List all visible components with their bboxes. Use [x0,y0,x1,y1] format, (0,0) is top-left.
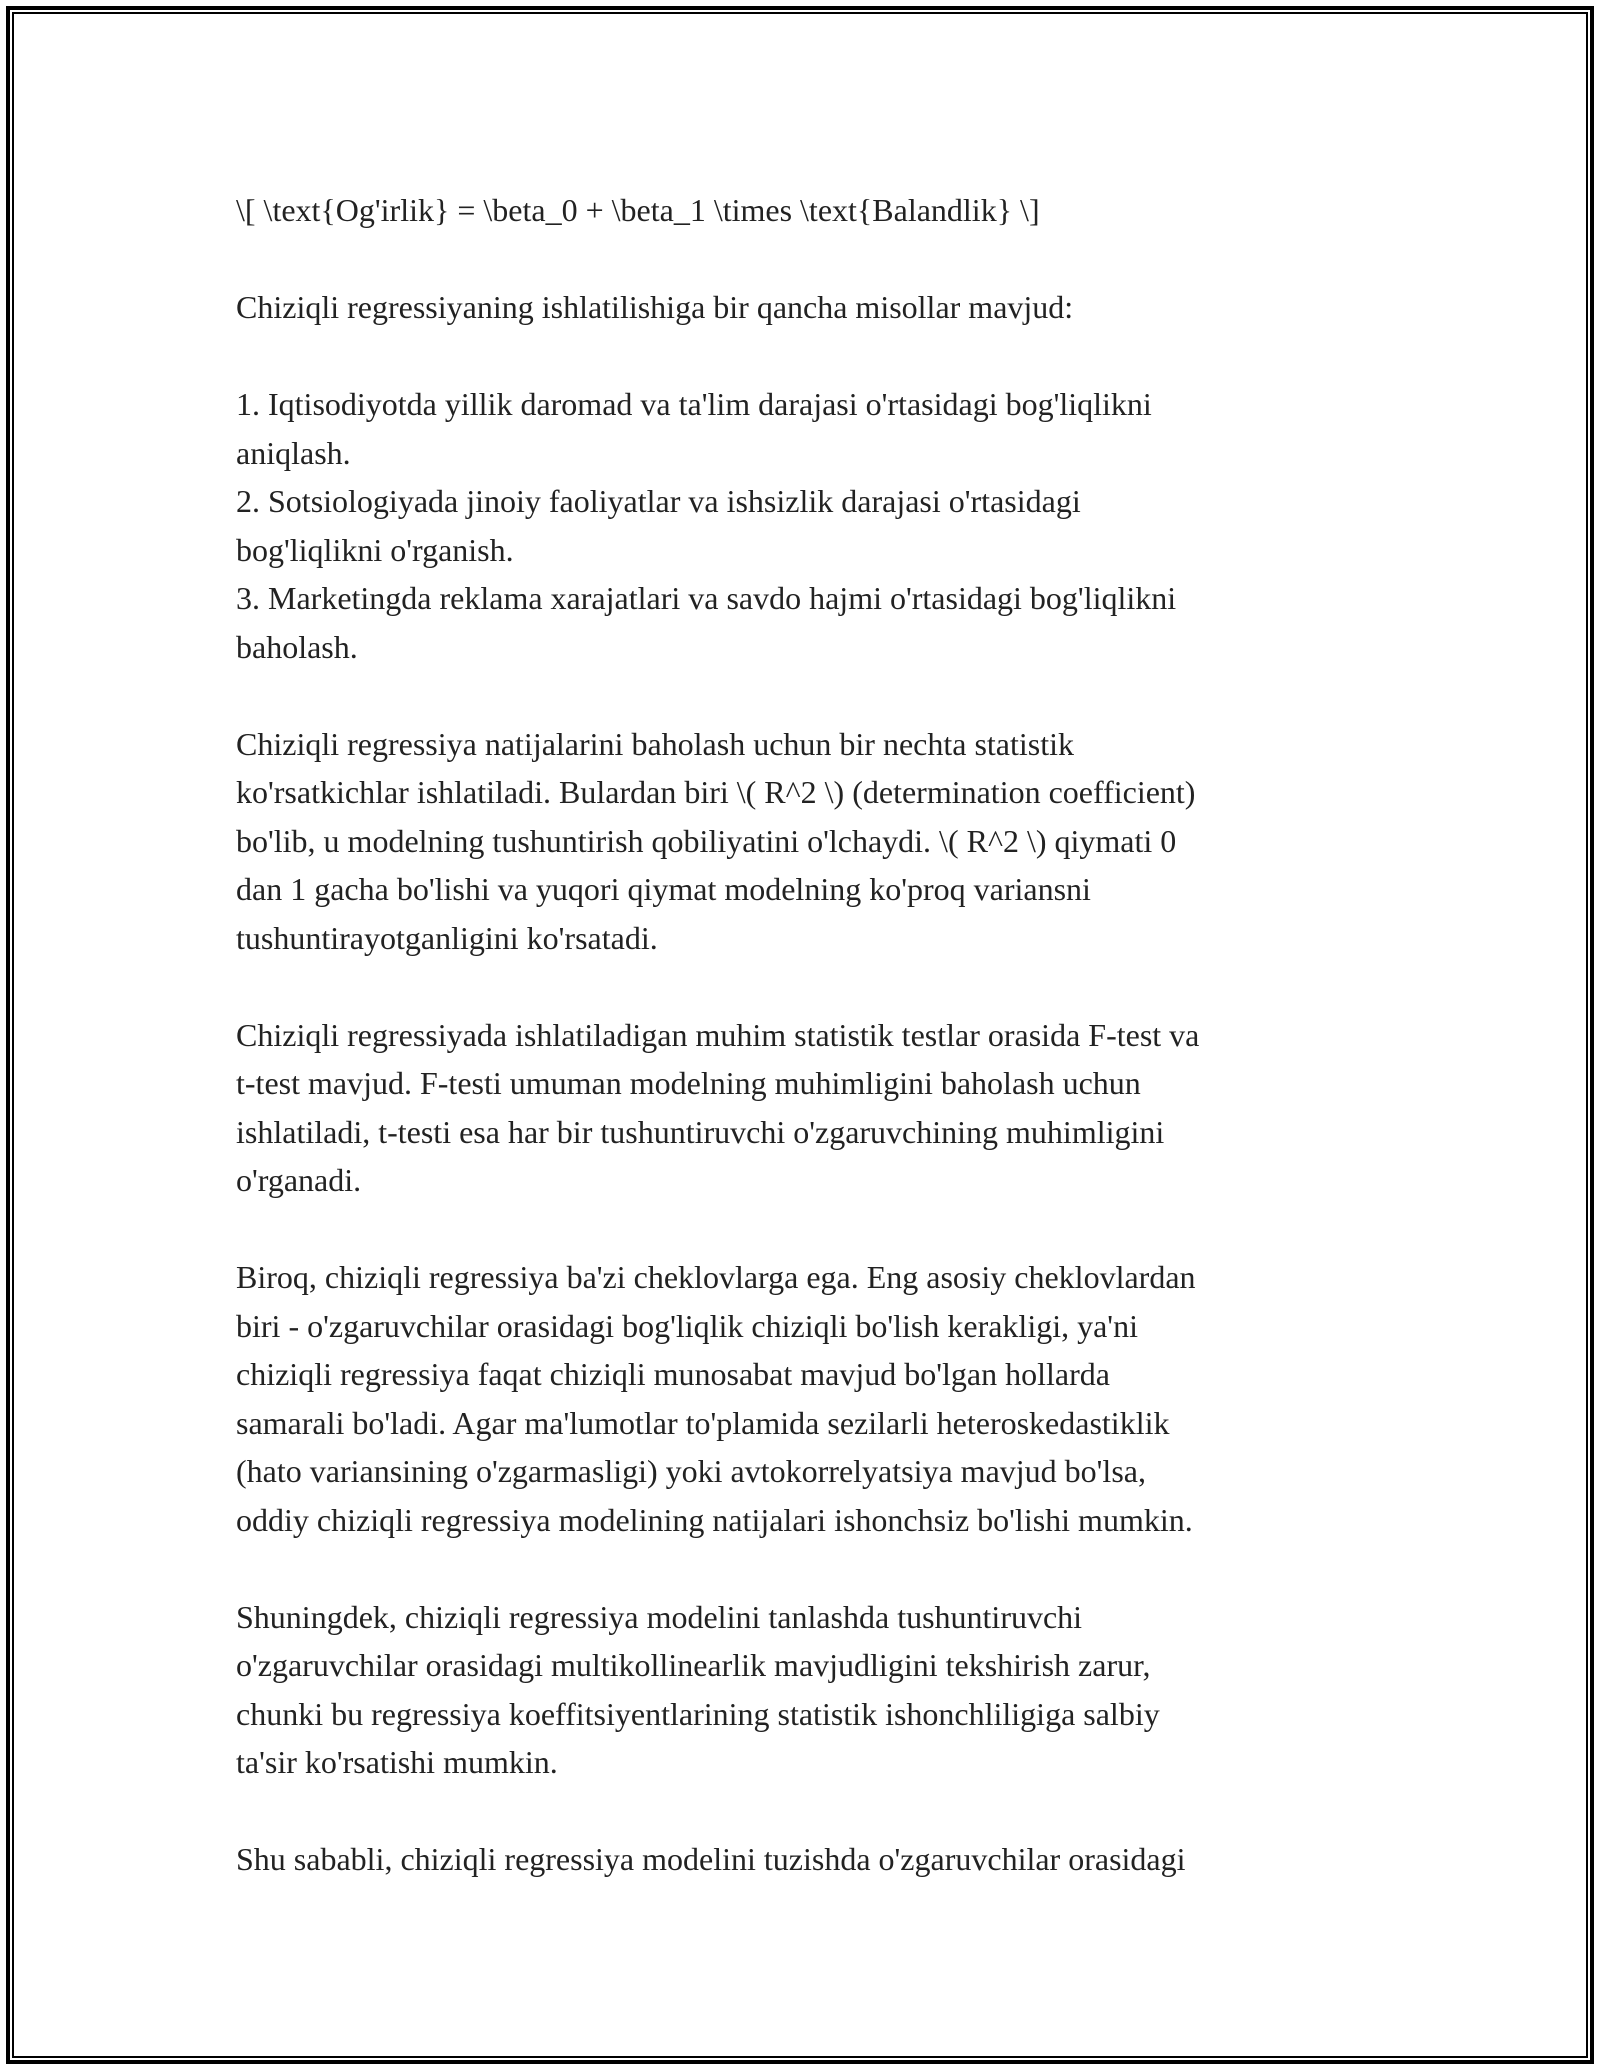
examples-intro-paragraph: Chiziqli regressiyaning ishlatilishiga bir qancha misollar mavjud: [236,289,1074,325]
statistical-tests-paragraph: Chiziqli regressiyada ishlatiladigan muhim statistik testlar orasida F-test va t-test mavjud. F-testi umuman modelning muhimligini baholash uchun ishlatiladi, t-testi esa har bir tushuntiruvchi o'zgaruvchining muhimligini o'rganadi. [236,1016,1200,1198]
conclusion-paragraph: Shu sababli, chiziqli regressiya modelini tuzishda o'zgaruvchilar orasidagi [236,1841,1186,1877]
examples-list: 1. Iqtisodiyotda yillik daromad va ta'lim darajasi o'rtasidagi bog'liqlikni aniqlash. 2. Sotsiologiyada jinoiy faoliyatlar va ishsizlik darajasi o'rtasidagi bog'liqlikni o'rganish. 3. Marketingda reklama xarajatlari va savdo hajmi o'rtasidagi bog'liqlikni baholash. [236,386,1177,665]
multicollinearity-paragraph: Shuningdek, chiziqli regressiya modelini tanlashda tushuntiruvchi o'zgaruvchilar orasidagi multikollinearlik mavjudligini tekshirish zarur, chunki bu regressiya koeffitsiyentlarining statistik ishonchliligiga salbiy ta'sir ko'rsatishi mumkin. [236,1598,1160,1780]
document-body [236,186,1366,1884]
limitations-paragraph: Biroq, chiziqli regressiya ba'zi cheklovlarga ega. Eng asosiy cheklovlardan biri - o'zgaruvchilar orasidagi bog'liqlik chiziqli bo'lish kerakligi, ya'ni chiziqli regressiya faqat chiziqli munosabat mavjud bo'lgan hollarda samarali bo'ladi. Agar ma'lumotlar to'plamida sezilarli heteroskedastiklik (hato variansining o'zgarmasligi) yoki avtokorrelyatsiya mavjud bo'lsa, oddiy chiziqli regressiya modelining natijalari ishonchsiz bo'lishi mumkin. [236,1259,1196,1538]
formula-paragraph: \[ \text{Og'irlik} = \beta_0 + \beta_1 \times \text{Balandlik} \] [236,192,1040,228]
r-squared-paragraph: Chiziqli regressiya natijalarini baholash uchun bir nechta statistik ko'rsatkichlar ishlatiladi. Bulardan biri \( R^2 \) (determination coefficient) bo'lib, u modelning tushuntirish qobiliyatini o'lchaydi. \( R^2 \) qiymati 0 dan 1 gacha bo'lishi va yuqori qiymat modelning ko'proq variansni tushuntirayotganligini ko'rsatadi. [236,725,1196,956]
